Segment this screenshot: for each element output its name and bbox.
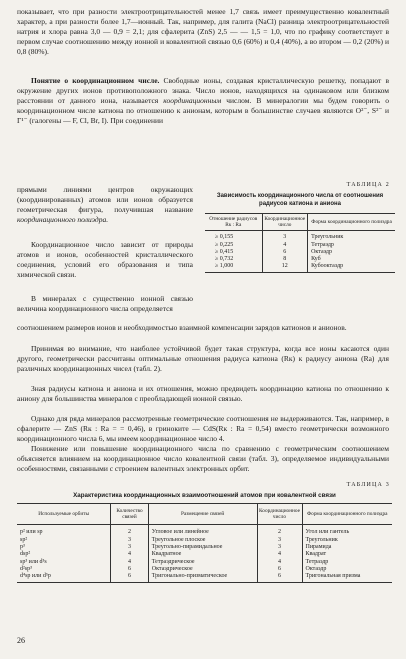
table-row bbox=[17, 566, 392, 573]
table2-cell: ≥ 0,225 bbox=[215, 241, 234, 248]
paragraph-ionic-a: В минералах с существенно ионной связью величина координационного числа определяется bbox=[17, 294, 193, 313]
table-row bbox=[17, 551, 392, 558]
table2-cell: ≥ 0,732 bbox=[215, 256, 234, 263]
table3-cell: 3 bbox=[257, 537, 302, 544]
table2-cell: 6 bbox=[262, 249, 308, 256]
table3-cell: 2 bbox=[111, 525, 149, 537]
table-row bbox=[17, 559, 392, 566]
table3-cell: 3 bbox=[111, 537, 149, 544]
table3-cell: Треугольно-пирамидальное bbox=[148, 544, 257, 551]
table-row bbox=[17, 537, 392, 544]
table3-cell: 4 bbox=[111, 559, 149, 566]
table2-cell: Куб bbox=[308, 256, 395, 263]
table2-header-shape: Форма координационного полиэдра bbox=[308, 214, 395, 231]
table3-cell: p³ bbox=[20, 544, 25, 550]
table2-cell: ≥ 0,155 bbox=[215, 234, 234, 241]
table3-cell: Пирамида bbox=[302, 544, 392, 551]
table3-cell: 4 bbox=[257, 551, 302, 558]
table3-cell: sp³ или d³s bbox=[20, 558, 47, 565]
term-coordination: координационным bbox=[163, 95, 222, 105]
paragraph-covalent: Понижение или повышение координационного числа по сравнению с геометрическим соотношением объясняется влиянием на координационное число ковалентной связи (табл. 3), определяемое индивидуальными особенностями, связанными с строением валентных электронных орбит. bbox=[17, 444, 389, 473]
paragraph-stability: Принимая во внимание, что наиболее устойчивой будет такая структура, когда все ионы касаются один другого, геометрически рассчитаны оптимальные отношения радиуса катиона (Rк) к радиусу аниона (Rа) для различных координационных чисел (табл. 2). bbox=[17, 344, 389, 373]
paragraph-text: прямыми линиями центров окружающих (координированных) атомов или ионов образуется геометрическая фигура, получившая название bbox=[17, 185, 193, 214]
table2-cell: Октаэдр bbox=[308, 249, 395, 256]
table3-cell: Угол или гантель bbox=[302, 525, 392, 537]
table3-header-orbits: Используемые орбиты bbox=[17, 504, 111, 525]
table3-cell: 6 bbox=[111, 566, 149, 573]
term-polyhedron: координационного полиэдра. bbox=[17, 214, 109, 224]
paragraph-text-end: числом. В минералогии мы будем говорить о координационном числе катиона по отношению к анионам, которым в большинстве случаев являются O²⁻, S²⁻ и Г¹⁻ (галогены — F, Cl, Br, I). При соединении bbox=[17, 95, 389, 125]
table3-cell: 2 bbox=[257, 525, 302, 537]
table-row bbox=[205, 249, 395, 256]
table-row bbox=[205, 256, 395, 263]
table-row bbox=[17, 544, 392, 551]
table3-cell: Тетраэдр bbox=[302, 559, 392, 566]
table2-cell: ≥ 0,415 bbox=[215, 248, 234, 255]
paragraph-coordination-number bbox=[17, 76, 389, 126]
table2-label: ТАБЛИЦА 2 bbox=[346, 182, 390, 188]
table3-cell: 3 bbox=[111, 544, 149, 551]
table-row bbox=[17, 525, 392, 537]
table3-cell: 4 bbox=[257, 559, 302, 566]
table2-header-row bbox=[205, 214, 395, 231]
table2-cell: 12 bbox=[262, 263, 308, 273]
table3-header-bonds: Количество связей bbox=[111, 504, 149, 525]
table2 bbox=[205, 213, 395, 273]
table3-cell: sp² bbox=[20, 536, 28, 543]
table3-cell: 3 bbox=[257, 544, 302, 551]
table2-header-ratio: Отношение радиусов Rк : Rа bbox=[205, 214, 262, 231]
table3-cell: 4 bbox=[111, 551, 149, 558]
table-row bbox=[17, 573, 392, 583]
table3-header-arrangement: Размещение связей bbox=[148, 504, 257, 525]
table2-cell: 4 bbox=[262, 242, 308, 249]
table3-header-shape: Форма координационного полиэдра bbox=[302, 504, 392, 525]
table2-cell: 3 bbox=[262, 231, 308, 242]
paragraph-exceptions: Однако для ряда минералов рассмотренные геометрические соотношения не выдерживаются. Так, например, в сфалерите — ZnS (Rк : Rа = = 0,46), в гриноките — CdS(Rк : Rа = 0,54) вместо геометрически возможного координационного числа 6, мы имеем координационное число 4. bbox=[17, 414, 389, 443]
table3-cell: Угловое или линейное bbox=[148, 525, 257, 537]
table-row bbox=[205, 242, 395, 249]
table3-cell: dsp² bbox=[20, 551, 31, 558]
table3-header-row bbox=[17, 504, 392, 525]
table3-cell: d⁴sp или d⁵p bbox=[17, 573, 111, 583]
table3-cell: 6 bbox=[257, 573, 302, 583]
table3-cell: Тригональная призма bbox=[302, 573, 392, 583]
table2-cell: Кубооктаэдр bbox=[308, 263, 395, 273]
paragraph-dependency: Координационное число зависит от природы атомов и ионов, особенностей кристаллического соединения, условий его образования и типа химической связи. bbox=[17, 240, 193, 279]
table3-cell: Октаэдрическое bbox=[148, 566, 257, 573]
table3-header-cn: Координационное число bbox=[257, 504, 302, 525]
page-number: 26 bbox=[17, 636, 25, 645]
table3-cell: 6 bbox=[257, 566, 302, 573]
section-heading: Понятие о координационном числе. bbox=[31, 76, 160, 85]
table2-cell: 8 bbox=[262, 256, 308, 263]
table3-cell: Квадратное bbox=[148, 551, 257, 558]
table3-label: ТАБЛИЦА 3 bbox=[346, 482, 390, 488]
table3-cell: Треугольное плоское bbox=[148, 537, 257, 544]
table2-header-cn: Координационное число bbox=[262, 214, 308, 231]
table3-cell: d²sp³ bbox=[20, 565, 32, 572]
table2-cell: Треугольник bbox=[308, 231, 395, 242]
table3-cell: Октаэдр bbox=[302, 566, 392, 573]
paragraph-intro: показывает, что при разности электроотрицательностей менее 1,7 связь имеет преимущественно ковалентный характер, а при разности более 1,7—ионный. Так, например, для галита (NaCl) разница электроотрицательностей натрия и хлора равна 3,0 — 0,9 = 2,1; для сфалерита (ZnS) 2,5 — — 1,5 = 1,0, что по графику соответствует в первом случае соотношению между ионной и ковалентной связью 0,6 (60%) и 0,4 (40%), а во втором — 0,2 (20%) и 0,8 (80%). bbox=[17, 7, 389, 56]
table-row bbox=[205, 231, 395, 242]
table2-title: Зависимость координационного числа от соотношения радиусов катиона и аниона bbox=[216, 193, 384, 207]
table3-cell: p² или sp bbox=[20, 529, 43, 536]
table3-title: Характеристика координационных взаимоотношений атомов при ковалентной связи bbox=[73, 492, 336, 499]
paragraph-polyhedron bbox=[17, 185, 193, 225]
paragraph-text: Свободные ионы, создавая кристаллическую решетку, попадают в окружение других ионов противоположного знака. Число ионов, находящихся на одинаковом или близком расстоянии от данного иона, называется bbox=[17, 76, 389, 105]
paragraph-radii: Зная радиусы катиона и аниона и их отношения, можно предвидеть координацию катиона по отношению к аниону для большинства минералов с преобладающей ионной связью. bbox=[17, 384, 389, 403]
table3-cell: Квадрат bbox=[302, 551, 392, 558]
table2-cell: ≥ 1,000 bbox=[205, 263, 262, 273]
table3-cell: Тригонально-призматическое bbox=[148, 573, 257, 583]
table2-cell: Тетраэдр bbox=[308, 242, 395, 249]
table3-cell: Тетраэдрическое bbox=[148, 559, 257, 566]
table3-cell: 6 bbox=[111, 573, 149, 583]
paragraph-ionic-b: соотношением размеров ионов и необходимостью взаимной компенсации зарядов катионов и анионов. bbox=[17, 323, 347, 332]
table3-cell: Треугольник bbox=[302, 537, 392, 544]
table-row bbox=[205, 263, 395, 273]
table3 bbox=[17, 503, 392, 583]
